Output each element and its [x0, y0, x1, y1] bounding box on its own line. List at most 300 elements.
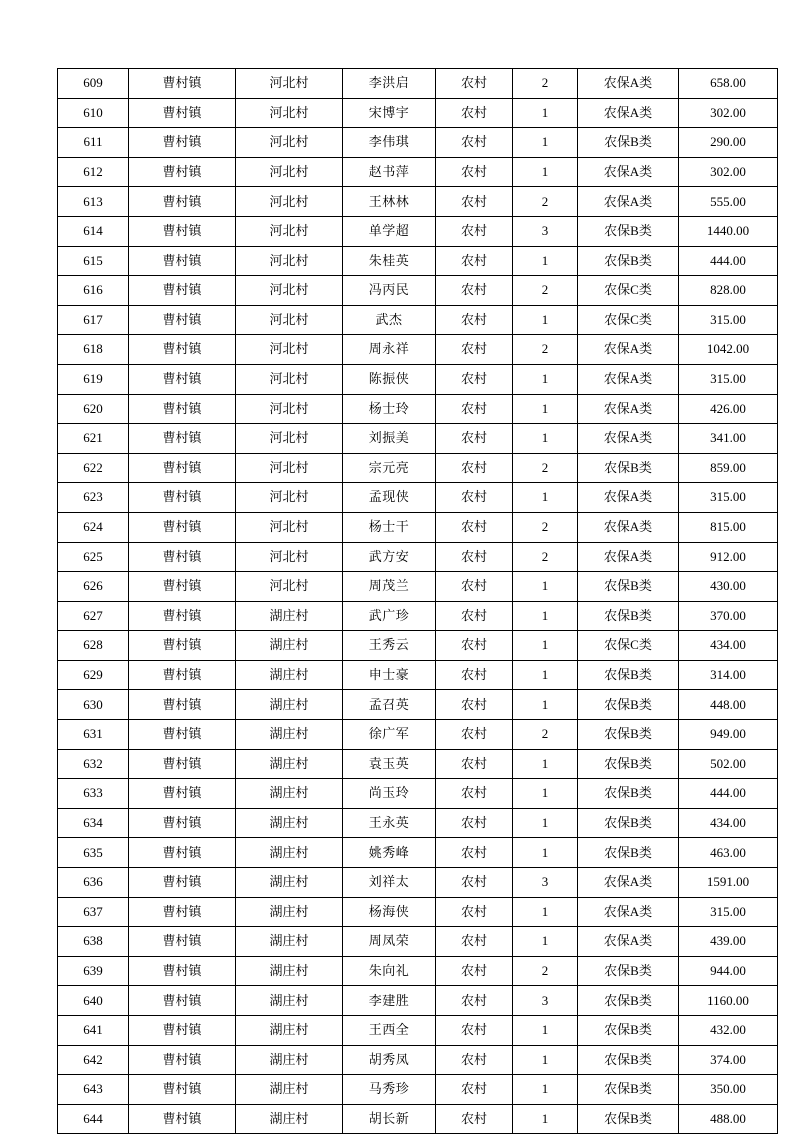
table-row: [58, 927, 778, 957]
cell-category: 农保A类: [578, 897, 679, 927]
cell-village: 河北村: [236, 157, 343, 187]
cell-seq: 615: [58, 246, 129, 276]
cell-amount: 315.00: [679, 305, 778, 335]
cell-town: 曹村镇: [129, 187, 236, 217]
cell-name: 刘振美: [343, 424, 436, 454]
cell-village: 河北村: [236, 216, 343, 246]
cell-household-type: 农村: [436, 542, 513, 572]
cell-village: 河北村: [236, 424, 343, 454]
cell-seq: 636: [58, 868, 129, 898]
cell-household-type: 农村: [436, 838, 513, 868]
cell-seq: 630: [58, 690, 129, 720]
cell-village: 湖庄村: [236, 601, 343, 631]
cell-persons: 3: [513, 986, 578, 1016]
table-row: [58, 424, 778, 454]
table-row: [58, 690, 778, 720]
cell-household-type: 农村: [436, 335, 513, 365]
cell-village: 湖庄村: [236, 897, 343, 927]
cell-household-type: 农村: [436, 69, 513, 99]
cell-town: 曹村镇: [129, 808, 236, 838]
cell-village: 河北村: [236, 512, 343, 542]
cell-amount: 1591.00: [679, 868, 778, 898]
cell-category: 农保B类: [578, 1104, 679, 1134]
cell-town: 曹村镇: [129, 868, 236, 898]
cell-village: 河北村: [236, 542, 343, 572]
cell-category: 农保B类: [578, 749, 679, 779]
table-row: [58, 542, 778, 572]
cell-town: 曹村镇: [129, 246, 236, 276]
table-row: [58, 720, 778, 750]
cell-household-type: 农村: [436, 779, 513, 809]
cell-amount: 434.00: [679, 631, 778, 661]
cell-seq: 640: [58, 986, 129, 1016]
table-row: [58, 483, 778, 513]
cell-persons: 1: [513, 157, 578, 187]
cell-village: 河北村: [236, 364, 343, 394]
cell-name: 宋博宇: [343, 98, 436, 128]
cell-household-type: 农村: [436, 690, 513, 720]
cell-village: 河北村: [236, 572, 343, 602]
table-row: [58, 838, 778, 868]
cell-name: 周茂兰: [343, 572, 436, 602]
cell-amount: 448.00: [679, 690, 778, 720]
table-row: [58, 69, 778, 99]
cell-seq: 616: [58, 276, 129, 306]
cell-persons: 1: [513, 749, 578, 779]
cell-category: 农保C类: [578, 305, 679, 335]
cell-name: 李建胜: [343, 986, 436, 1016]
cell-town: 曹村镇: [129, 720, 236, 750]
cell-persons: 1: [513, 246, 578, 276]
cell-seq: 631: [58, 720, 129, 750]
cell-category: 农保A类: [578, 868, 679, 898]
cell-amount: 302.00: [679, 98, 778, 128]
cell-seq: 626: [58, 572, 129, 602]
cell-household-type: 农村: [436, 364, 513, 394]
table-row: [58, 601, 778, 631]
cell-village: 河北村: [236, 98, 343, 128]
cell-amount: 315.00: [679, 897, 778, 927]
cell-category: 农保C类: [578, 276, 679, 306]
table-row: [58, 631, 778, 661]
cell-name: 周凤荣: [343, 927, 436, 957]
cell-name: 朱向礼: [343, 956, 436, 986]
cell-household-type: 农村: [436, 897, 513, 927]
table-row: [58, 808, 778, 838]
cell-persons: 1: [513, 98, 578, 128]
cell-category: 农保B类: [578, 128, 679, 158]
cell-persons: 2: [513, 720, 578, 750]
cell-seq: 628: [58, 631, 129, 661]
table-row: [58, 394, 778, 424]
table-row: [58, 1075, 778, 1105]
cell-category: 农保B类: [578, 572, 679, 602]
cell-village: 湖庄村: [236, 631, 343, 661]
cell-town: 曹村镇: [129, 424, 236, 454]
table-row: [58, 779, 778, 809]
cell-seq: 635: [58, 838, 129, 868]
cell-household-type: 农村: [436, 868, 513, 898]
table-row: [58, 187, 778, 217]
cell-name: 胡秀凤: [343, 1045, 436, 1075]
cell-category: 农保B类: [578, 808, 679, 838]
table-row: [58, 986, 778, 1016]
cell-town: 曹村镇: [129, 897, 236, 927]
cell-seq: 641: [58, 1016, 129, 1046]
cell-town: 曹村镇: [129, 305, 236, 335]
table-row: [58, 660, 778, 690]
cell-category: 农保A类: [578, 512, 679, 542]
cell-village: 湖庄村: [236, 986, 343, 1016]
table-row: [58, 305, 778, 335]
cell-household-type: 农村: [436, 660, 513, 690]
cell-household-type: 农村: [436, 246, 513, 276]
cell-town: 曹村镇: [129, 483, 236, 513]
cell-seq: 613: [58, 187, 129, 217]
cell-category: 农保B类: [578, 956, 679, 986]
cell-household-type: 农村: [436, 157, 513, 187]
cell-category: 农保A类: [578, 542, 679, 572]
cell-name: 朱桂英: [343, 246, 436, 276]
cell-name: 刘祥太: [343, 868, 436, 898]
cell-persons: 2: [513, 69, 578, 99]
cell-household-type: 农村: [436, 1104, 513, 1134]
cell-household-type: 农村: [436, 808, 513, 838]
cell-name: 陈振侠: [343, 364, 436, 394]
cell-amount: 350.00: [679, 1075, 778, 1105]
cell-amount: 370.00: [679, 601, 778, 631]
cell-persons: 1: [513, 364, 578, 394]
cell-seq: 611: [58, 128, 129, 158]
cell-persons: 1: [513, 394, 578, 424]
cell-category: 农保A类: [578, 394, 679, 424]
cell-amount: 434.00: [679, 808, 778, 838]
cell-seq: 638: [58, 927, 129, 957]
table-row: [58, 246, 778, 276]
cell-persons: 1: [513, 897, 578, 927]
cell-household-type: 农村: [436, 749, 513, 779]
cell-name: 尚玉玲: [343, 779, 436, 809]
cell-town: 曹村镇: [129, 601, 236, 631]
cell-name: 孟召英: [343, 690, 436, 720]
cell-persons: 2: [513, 956, 578, 986]
cell-category: 农保B类: [578, 453, 679, 483]
cell-amount: 290.00: [679, 128, 778, 158]
cell-seq: 609: [58, 69, 129, 99]
cell-amount: 949.00: [679, 720, 778, 750]
cell-village: 河北村: [236, 128, 343, 158]
cell-household-type: 农村: [436, 601, 513, 631]
cell-seq: 612: [58, 157, 129, 187]
cell-persons: 2: [513, 276, 578, 306]
cell-household-type: 农村: [436, 720, 513, 750]
cell-persons: 2: [513, 335, 578, 365]
cell-town: 曹村镇: [129, 1075, 236, 1105]
cell-household-type: 农村: [436, 512, 513, 542]
cell-town: 曹村镇: [129, 128, 236, 158]
cell-household-type: 农村: [436, 927, 513, 957]
cell-seq: 627: [58, 601, 129, 631]
cell-village: 河北村: [236, 276, 343, 306]
cell-name: 袁玉英: [343, 749, 436, 779]
cell-village: 河北村: [236, 453, 343, 483]
cell-seq: 629: [58, 660, 129, 690]
cell-town: 曹村镇: [129, 1045, 236, 1075]
table-row: [58, 1016, 778, 1046]
cell-persons: 1: [513, 483, 578, 513]
cell-town: 曹村镇: [129, 453, 236, 483]
cell-amount: 658.00: [679, 69, 778, 99]
cell-persons: 1: [513, 1075, 578, 1105]
cell-name: 王西全: [343, 1016, 436, 1046]
cell-household-type: 农村: [436, 276, 513, 306]
cell-amount: 502.00: [679, 749, 778, 779]
cell-seq: 625: [58, 542, 129, 572]
cell-persons: 1: [513, 601, 578, 631]
cell-town: 曹村镇: [129, 956, 236, 986]
cell-village: 湖庄村: [236, 749, 343, 779]
cell-persons: 2: [513, 187, 578, 217]
cell-persons: 1: [513, 779, 578, 809]
cell-category: 农保A类: [578, 424, 679, 454]
cell-persons: 2: [513, 512, 578, 542]
cell-town: 曹村镇: [129, 276, 236, 306]
cell-town: 曹村镇: [129, 335, 236, 365]
cell-town: 曹村镇: [129, 394, 236, 424]
cell-amount: 828.00: [679, 276, 778, 306]
cell-seq: 617: [58, 305, 129, 335]
cell-household-type: 农村: [436, 986, 513, 1016]
cell-name: 姚秀峰: [343, 838, 436, 868]
cell-town: 曹村镇: [129, 572, 236, 602]
cell-category: 农保A类: [578, 927, 679, 957]
cell-town: 曹村镇: [129, 838, 236, 868]
table-row: [58, 276, 778, 306]
cell-category: 农保A类: [578, 98, 679, 128]
cell-seq: 621: [58, 424, 129, 454]
cell-village: 湖庄村: [236, 1075, 343, 1105]
cell-seq: 620: [58, 394, 129, 424]
cell-persons: 3: [513, 216, 578, 246]
cell-seq: 623: [58, 483, 129, 513]
cell-persons: 3: [513, 868, 578, 898]
cell-amount: 315.00: [679, 364, 778, 394]
cell-category: 农保B类: [578, 779, 679, 809]
cell-category: 农保B类: [578, 216, 679, 246]
cell-town: 曹村镇: [129, 690, 236, 720]
cell-village: 河北村: [236, 335, 343, 365]
table-row: [58, 157, 778, 187]
cell-household-type: 农村: [436, 1045, 513, 1075]
cell-name: 孟现侠: [343, 483, 436, 513]
table-row: [58, 572, 778, 602]
table-row: [58, 956, 778, 986]
cell-village: 湖庄村: [236, 660, 343, 690]
cell-village: 河北村: [236, 246, 343, 276]
cell-name: 王永英: [343, 808, 436, 838]
cell-persons: 1: [513, 631, 578, 661]
cell-category: 农保B类: [578, 601, 679, 631]
cell-persons: 1: [513, 690, 578, 720]
cell-village: 河北村: [236, 394, 343, 424]
cell-town: 曹村镇: [129, 749, 236, 779]
cell-village: 湖庄村: [236, 868, 343, 898]
table-row: [58, 1104, 778, 1134]
cell-village: 河北村: [236, 305, 343, 335]
cell-category: 农保A类: [578, 335, 679, 365]
cell-amount: 314.00: [679, 660, 778, 690]
cell-name: 武杰: [343, 305, 436, 335]
cell-name: 马秀珍: [343, 1075, 436, 1105]
cell-seq: 614: [58, 216, 129, 246]
subsidy-roster-table: [57, 68, 778, 1134]
cell-household-type: 农村: [436, 453, 513, 483]
cell-town: 曹村镇: [129, 98, 236, 128]
cell-name: 单学超: [343, 216, 436, 246]
table-body: [58, 69, 778, 1134]
cell-persons: 1: [513, 838, 578, 868]
cell-household-type: 农村: [436, 1016, 513, 1046]
cell-seq: 632: [58, 749, 129, 779]
cell-category: 农保B类: [578, 690, 679, 720]
table-row: [58, 335, 778, 365]
table-row: [58, 1045, 778, 1075]
cell-household-type: 农村: [436, 956, 513, 986]
table-row: [58, 128, 778, 158]
cell-town: 曹村镇: [129, 1104, 236, 1134]
cell-amount: 444.00: [679, 246, 778, 276]
cell-persons: 1: [513, 424, 578, 454]
cell-household-type: 农村: [436, 572, 513, 602]
cell-amount: 1042.00: [679, 335, 778, 365]
cell-amount: 302.00: [679, 157, 778, 187]
cell-persons: 1: [513, 305, 578, 335]
cell-seq: 634: [58, 808, 129, 838]
cell-category: 农保B类: [578, 986, 679, 1016]
cell-amount: 430.00: [679, 572, 778, 602]
cell-town: 曹村镇: [129, 1016, 236, 1046]
cell-amount: 432.00: [679, 1016, 778, 1046]
cell-household-type: 农村: [436, 424, 513, 454]
cell-amount: 815.00: [679, 512, 778, 542]
table-row: [58, 98, 778, 128]
cell-name: 王秀云: [343, 631, 436, 661]
table-row: [58, 453, 778, 483]
cell-seq: 624: [58, 512, 129, 542]
cell-category: 农保A类: [578, 157, 679, 187]
cell-seq: 643: [58, 1075, 129, 1105]
cell-name: 申士豪: [343, 660, 436, 690]
cell-village: 河北村: [236, 483, 343, 513]
cell-persons: 1: [513, 808, 578, 838]
cell-village: 湖庄村: [236, 1016, 343, 1046]
cell-name: 武方安: [343, 542, 436, 572]
cell-village: 湖庄村: [236, 927, 343, 957]
cell-seq: 619: [58, 364, 129, 394]
cell-amount: 1160.00: [679, 986, 778, 1016]
cell-village: 湖庄村: [236, 1045, 343, 1075]
cell-town: 曹村镇: [129, 779, 236, 809]
cell-category: 农保B类: [578, 1016, 679, 1046]
cell-amount: 1440.00: [679, 216, 778, 246]
table-row: [58, 749, 778, 779]
cell-seq: 637: [58, 897, 129, 927]
cell-name: 宗元亮: [343, 453, 436, 483]
cell-persons: 1: [513, 128, 578, 158]
table-row: [58, 868, 778, 898]
cell-persons: 2: [513, 453, 578, 483]
cell-persons: 1: [513, 1104, 578, 1134]
cell-household-type: 农村: [436, 631, 513, 661]
cell-village: 湖庄村: [236, 690, 343, 720]
cell-category: 农保A类: [578, 187, 679, 217]
cell-name: 李伟琪: [343, 128, 436, 158]
cell-town: 曹村镇: [129, 512, 236, 542]
cell-town: 曹村镇: [129, 631, 236, 661]
cell-household-type: 农村: [436, 216, 513, 246]
cell-name: 李洪启: [343, 69, 436, 99]
cell-category: 农保A类: [578, 483, 679, 513]
cell-amount: 374.00: [679, 1045, 778, 1075]
table-row: [58, 216, 778, 246]
cell-household-type: 农村: [436, 98, 513, 128]
cell-amount: 488.00: [679, 1104, 778, 1134]
cell-persons: 2: [513, 542, 578, 572]
cell-category: 农保B类: [578, 1045, 679, 1075]
cell-seq: 644: [58, 1104, 129, 1134]
cell-village: 湖庄村: [236, 720, 343, 750]
cell-category: 农保B类: [578, 1075, 679, 1105]
cell-village: 河北村: [236, 187, 343, 217]
cell-name: 杨士玲: [343, 394, 436, 424]
cell-household-type: 农村: [436, 1075, 513, 1105]
cell-category: 农保A类: [578, 364, 679, 394]
cell-seq: 642: [58, 1045, 129, 1075]
cell-seq: 622: [58, 453, 129, 483]
table-row: [58, 512, 778, 542]
cell-amount: 944.00: [679, 956, 778, 986]
cell-category: 农保B类: [578, 660, 679, 690]
cell-town: 曹村镇: [129, 216, 236, 246]
cell-household-type: 农村: [436, 394, 513, 424]
cell-town: 曹村镇: [129, 542, 236, 572]
cell-category: 农保A类: [578, 69, 679, 99]
cell-household-type: 农村: [436, 483, 513, 513]
cell-village: 湖庄村: [236, 838, 343, 868]
cell-household-type: 农村: [436, 305, 513, 335]
cell-seq: 610: [58, 98, 129, 128]
cell-amount: 315.00: [679, 483, 778, 513]
cell-village: 湖庄村: [236, 956, 343, 986]
cell-name: 王林林: [343, 187, 436, 217]
table-row: [58, 897, 778, 927]
cell-seq: 639: [58, 956, 129, 986]
cell-amount: 912.00: [679, 542, 778, 572]
cell-town: 曹村镇: [129, 157, 236, 187]
cell-seq: 633: [58, 779, 129, 809]
cell-persons: 1: [513, 572, 578, 602]
cell-town: 曹村镇: [129, 69, 236, 99]
cell-name: 赵书萍: [343, 157, 436, 187]
cell-household-type: 农村: [436, 187, 513, 217]
cell-category: 农保B类: [578, 246, 679, 276]
cell-town: 曹村镇: [129, 364, 236, 394]
cell-town: 曹村镇: [129, 927, 236, 957]
cell-category: 农保C类: [578, 631, 679, 661]
cell-category: 农保B类: [578, 838, 679, 868]
cell-household-type: 农村: [436, 128, 513, 158]
cell-persons: 1: [513, 1045, 578, 1075]
